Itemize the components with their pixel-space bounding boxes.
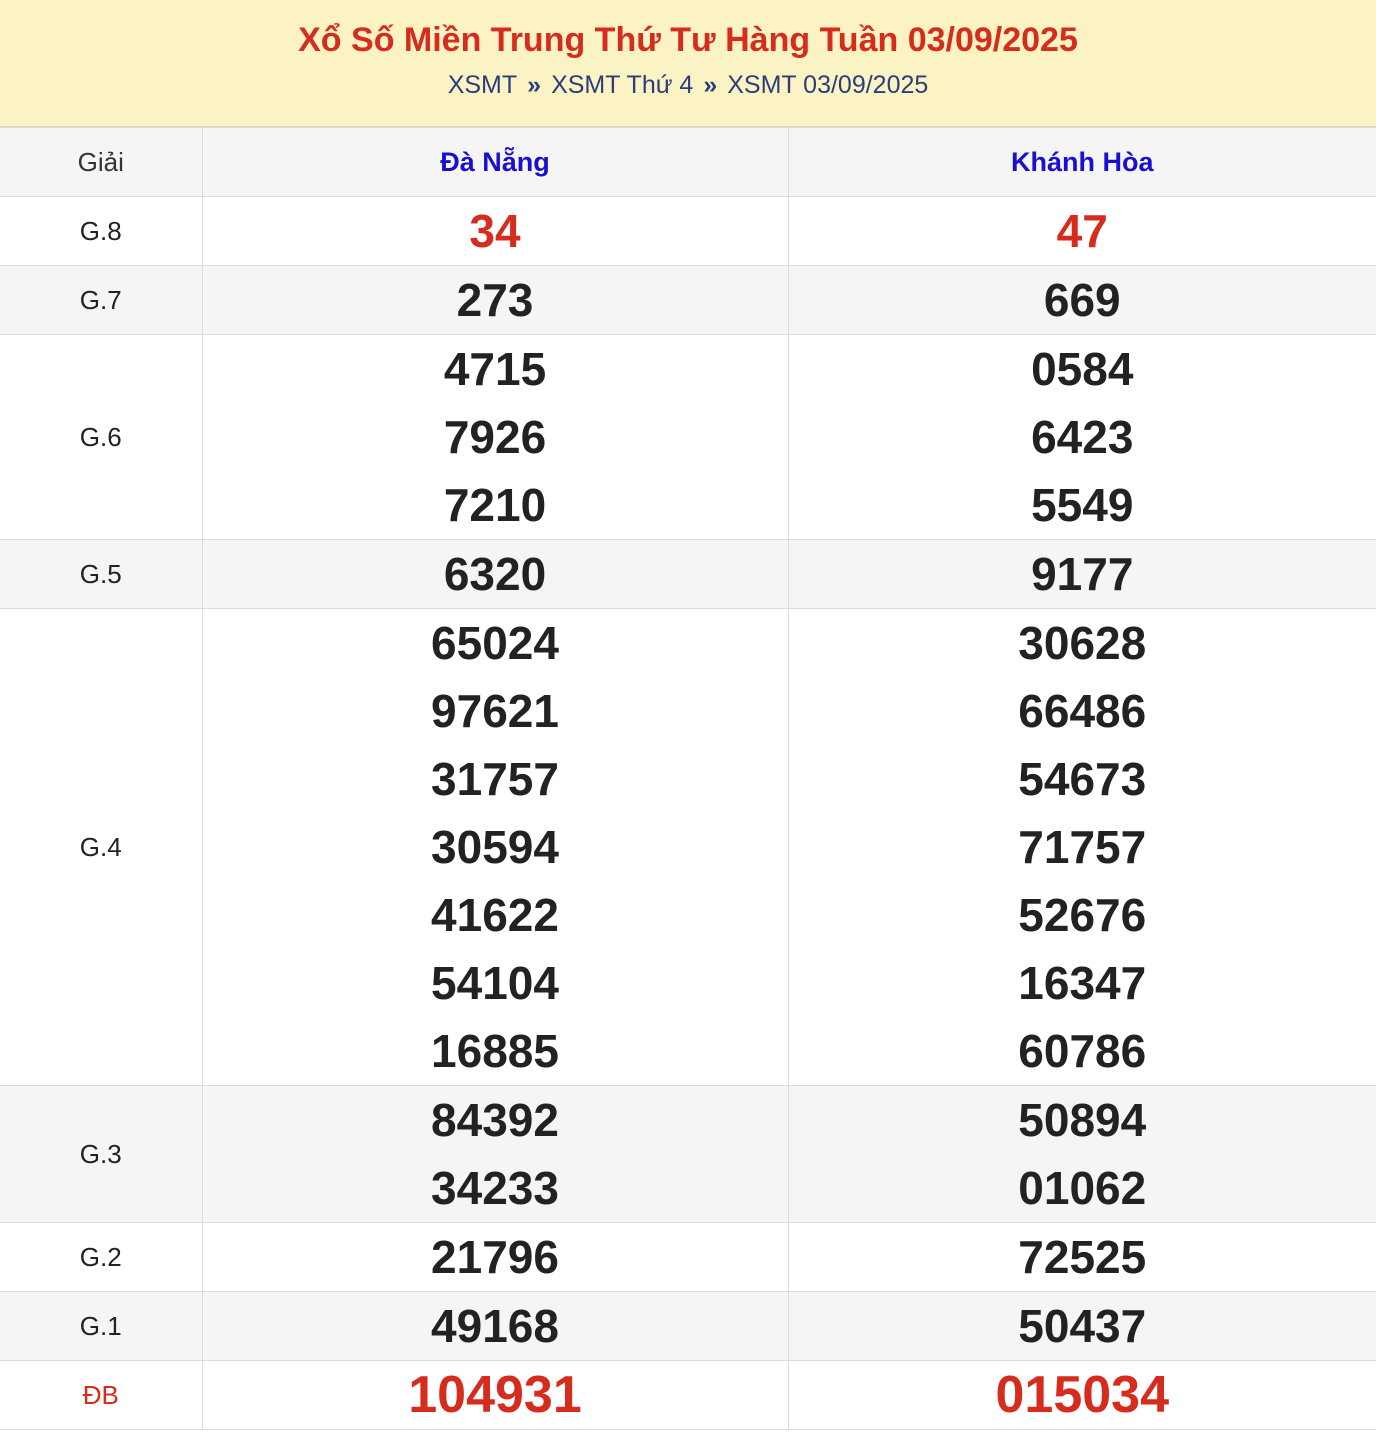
khanh-hoa-result-cell bbox=[788, 197, 1376, 266]
khanh-hoa-result-cell bbox=[788, 335, 1376, 540]
result-number: 31757 bbox=[431, 753, 559, 805]
da-nang-result-cell bbox=[202, 1086, 788, 1223]
result-number: 21796 bbox=[431, 1231, 559, 1283]
result-number: 16347 bbox=[1018, 957, 1147, 1009]
da-nang-result-cell bbox=[202, 335, 788, 540]
result-number: 6320 bbox=[443, 548, 547, 600]
breadcrumb-xsmt-date-link[interactable]: XSMT 03/09/2025 bbox=[727, 71, 929, 99]
province-da-nang-header[interactable]: Đà Nẵng bbox=[202, 128, 788, 197]
result-number: 5549 bbox=[1031, 479, 1134, 531]
prize-row bbox=[0, 197, 1376, 266]
khanh-hoa-result-cell bbox=[788, 266, 1376, 335]
da-nang-result-cell bbox=[202, 1361, 788, 1430]
result-number: 16885 bbox=[431, 1025, 559, 1077]
result-number: 9177 bbox=[1031, 548, 1134, 600]
da-nang-result-cell bbox=[202, 1292, 788, 1361]
result-number: 34233 bbox=[431, 1162, 559, 1214]
khanh-hoa-result-cell bbox=[788, 1361, 1376, 1430]
prize-row bbox=[0, 1086, 1376, 1223]
da-nang-result-cell bbox=[202, 540, 788, 609]
result-number: 71757 bbox=[1018, 821, 1147, 873]
breadcrumb-xsmt-thu4-link[interactable]: XSMT Thứ 4 bbox=[551, 71, 694, 99]
result-number: 4715 bbox=[443, 343, 547, 395]
da-nang-result-cell bbox=[202, 609, 788, 1086]
result-number: 97621 bbox=[431, 685, 559, 737]
header-row bbox=[0, 128, 1376, 197]
khanh-hoa-result-cell bbox=[788, 540, 1376, 609]
khanh-hoa-result-cell bbox=[788, 1292, 1376, 1361]
prize-label: G.1 bbox=[0, 1292, 202, 1361]
breadcrumb-xsmt-link[interactable]: XSMT bbox=[447, 71, 518, 99]
result-number: 273 bbox=[456, 274, 534, 326]
result-number: 669 bbox=[1043, 274, 1121, 326]
result-number: 104931 bbox=[408, 1366, 582, 1424]
breadcrumb-separator: » bbox=[703, 71, 718, 99]
prize-row bbox=[0, 1292, 1376, 1361]
results-table bbox=[0, 127, 1376, 1430]
prize-row bbox=[0, 609, 1376, 1086]
prize-row bbox=[0, 335, 1376, 540]
result-number: 7926 bbox=[443, 411, 547, 463]
page-header bbox=[0, 0, 1376, 127]
prize-row bbox=[0, 266, 1376, 335]
da-nang-result-cell bbox=[202, 266, 788, 335]
khanh-hoa-result-cell bbox=[788, 609, 1376, 1086]
result-number: 72525 bbox=[1018, 1231, 1147, 1283]
result-number: 0584 bbox=[1031, 343, 1134, 395]
result-number: 47 bbox=[1056, 205, 1108, 257]
result-number: 49168 bbox=[431, 1300, 559, 1352]
province-khanh-hoa-header[interactable]: Khánh Hòa bbox=[788, 128, 1376, 197]
result-number: 50437 bbox=[1018, 1300, 1147, 1352]
prize-label: G.3 bbox=[0, 1086, 202, 1223]
prize-label: G.6 bbox=[0, 335, 202, 540]
result-number: 66486 bbox=[1018, 685, 1147, 737]
prize-label: G.8 bbox=[0, 197, 202, 266]
prize-label: ĐB bbox=[0, 1361, 202, 1430]
result-number: 60786 bbox=[1018, 1025, 1147, 1077]
prize-column-header: Giải bbox=[0, 128, 202, 197]
prize-row bbox=[0, 1223, 1376, 1292]
result-number: 65024 bbox=[431, 617, 559, 669]
result-number: 54104 bbox=[431, 957, 559, 1009]
breadcrumb-separator: » bbox=[527, 71, 542, 99]
result-number: 41622 bbox=[431, 889, 559, 941]
result-number: 52676 bbox=[1018, 889, 1147, 941]
result-number: 7210 bbox=[443, 479, 547, 531]
result-number: 34 bbox=[469, 205, 521, 257]
da-nang-result-cell bbox=[202, 1223, 788, 1292]
prize-label: G.7 bbox=[0, 266, 202, 335]
result-number: 6423 bbox=[1031, 411, 1134, 463]
breadcrumb bbox=[0, 70, 1376, 100]
result-number: 54673 bbox=[1018, 753, 1147, 805]
khanh-hoa-result-cell bbox=[788, 1086, 1376, 1223]
khanh-hoa-result-cell bbox=[788, 1223, 1376, 1292]
result-number: 30594 bbox=[431, 821, 559, 873]
result-number: 30628 bbox=[1018, 617, 1147, 669]
page-title: Xổ Số Miền Trung Thứ Tư Hàng Tuần 03/09/2025 bbox=[298, 21, 1078, 59]
prize-row bbox=[0, 540, 1376, 609]
results-table-head bbox=[0, 128, 1376, 197]
result-number: 01062 bbox=[1018, 1162, 1147, 1214]
result-number: 84392 bbox=[431, 1094, 559, 1146]
da-nang-result-cell bbox=[202, 197, 788, 266]
prize-row bbox=[0, 1361, 1376, 1430]
result-number: 015034 bbox=[995, 1366, 1170, 1424]
result-number: 50894 bbox=[1018, 1094, 1147, 1146]
prize-label: G.5 bbox=[0, 540, 202, 609]
prize-label: G.4 bbox=[0, 609, 202, 1086]
results-table-body bbox=[0, 197, 1376, 1430]
prize-label: G.2 bbox=[0, 1223, 202, 1292]
